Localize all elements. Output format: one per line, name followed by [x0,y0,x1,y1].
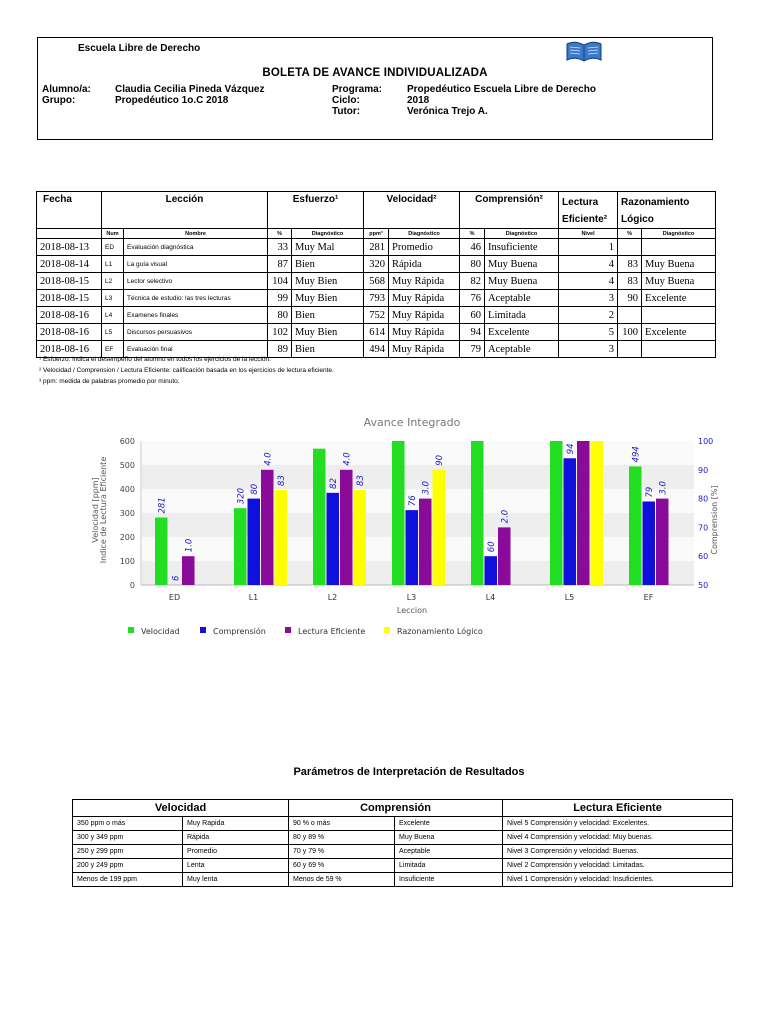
param-comp-label: Limitada [395,859,503,873]
bar-lectura-eficiente-l2 [340,470,353,585]
param-level-desc: Nivel 2 Comprensión y velocidad: Limitadas. [503,859,733,873]
cell-razonamiento-pct: 90 [618,290,642,307]
left-tick-label: 300 [119,509,135,518]
cell-nombre: Técnica de estudio: las tres lecturas [124,290,268,307]
cell-velocidad-ppm: 752 [364,307,389,324]
left-tick-label: 0 [129,581,135,590]
cell-razonamiento-diag [642,239,716,256]
params-row [73,859,733,873]
group-value: Propedéutico 1o.C 2018 [115,95,229,106]
data-label: 320 [236,487,247,505]
data-label: 83 [277,475,288,486]
data-label: 79 [645,486,656,498]
subheader-num: Num [102,229,124,239]
cell-velocidad-ppm: 281 [364,239,389,256]
cell-num: L3 [102,290,124,307]
cell-nombre: Discursos persuasivos [124,324,268,341]
cell-lectura-nivel: 2 [559,307,618,324]
cell-comprension-pct: 82 [460,273,485,290]
param-comp-label: Aceptable [395,845,503,859]
category-label: L1 [248,593,259,602]
bar-velocidad-l2 [313,449,326,585]
bar-comprensi-n-l5 [564,458,577,585]
progress-rows [37,239,716,358]
y-axis-label-right: Comprension [%] [710,485,719,555]
left-tick-label: 200 [119,533,135,542]
cell-lectura-nivel: 3 [559,341,618,358]
param-speed-label: Rápida [183,831,289,845]
param-speed-range: 350 ppm o más [73,817,183,831]
subheader-raz-diag: Diagnóstico [642,229,716,239]
param-comp-range: 90 % o más [289,817,395,831]
left-tick-label: 100 [119,557,135,566]
right-tick-label: 100 [698,437,714,446]
cell-fecha: 2018-08-16 [37,307,102,324]
legend-label: Razonamiento Lógico [397,627,483,636]
cell-razonamiento-diag [642,341,716,358]
header-esfuerzo: Esfuerzo¹ [268,192,364,229]
cell-fecha: 2018-08-14 [37,256,102,273]
bar-comprensi-n-l1 [248,499,261,585]
legend-swatch [200,627,206,633]
data-label: 494 [631,446,642,463]
cell-velocidad-diag: Muy Rápida [389,324,460,341]
cell-razonamiento-pct: 100 [618,324,642,341]
footnote-reading: ² Velocidad / Comprension / Lectura Eficiente: calificación basada en los ejercicios de lectura eficiente. [39,367,334,374]
left-tick-label: 600 [119,437,135,446]
book-icon [565,38,603,64]
bar-comprensi-n-l3 [406,510,419,585]
bar-velocidad-l4 [471,441,484,585]
param-speed-label: Lenta [183,859,289,873]
params-header-lectura: Lectura Eficiente [503,800,733,817]
cell-comprension-pct: 80 [460,256,485,273]
data-label: 2.0 [500,509,511,524]
cell-comprension-diag: Muy Buena [485,256,559,273]
report-title: BOLETA DE AVANCE INDIVIDUALIZADA [262,67,488,79]
bar-razonamiento-l-gico-l3 [433,470,446,585]
data-label: 76 [408,495,419,507]
header-comprension: Comprensión² [460,192,559,229]
cell-velocidad-diag: Muy Rápida [389,341,460,358]
y-axis-label-left: Velocidad [ppm] [91,477,100,543]
cell-razonamiento-pct [618,341,642,358]
cell-razonamiento-diag: Excelente [642,324,716,341]
cell-velocidad-diag: Muy Rápida [389,273,460,290]
cell-esfuerzo-pct: 99 [268,290,292,307]
param-level-desc: Nivel 1 Comprensión y velocidad: Insuficientes. [503,873,733,887]
bar-velocidad-ef [629,466,642,585]
data-label: 3.0 [658,481,669,495]
cell-num: L4 [102,307,124,324]
integrated-progress-chart [84,410,730,642]
bar-razonamiento-l-gico-l2 [354,490,367,585]
header-lectura: Lectura Eficiente² [559,192,618,229]
param-speed-range: 300 y 349 ppm [73,831,183,845]
category-label: EF [643,593,654,602]
table-row [37,273,716,290]
subheader-ppm: ppm³ [364,229,389,239]
table-row [37,324,716,341]
cell-velocidad-ppm: 320 [364,256,389,273]
cell-lectura-nivel: 4 [559,256,618,273]
cell-velocidad-ppm: 614 [364,324,389,341]
cell-comprension-diag: Muy Buena [485,273,559,290]
legend-label: Lectura Eficiente [298,627,366,636]
cell-fecha: 2018-08-16 [37,324,102,341]
cell-lectura-nivel: 5 [559,324,618,341]
cell-lectura-nivel: 1 [559,239,618,256]
param-comp-range: 70 y 79 % [289,845,395,859]
bar-razonamiento-l-gico-l1 [275,490,288,585]
cell-esfuerzo-pct: 89 [268,341,292,358]
bar-velocidad-ed [155,518,168,585]
cell-comprension-diag: Aceptable [485,341,559,358]
chart-band [141,465,694,489]
footnote-effort: ¹ Esfuerzo: indica el desempeño del alumno en todos los ejercicios de la lección. [39,356,271,363]
param-comp-label: Excelente [395,817,503,831]
legend-swatch [128,627,134,633]
params-header-comprension: Comprensión [289,800,503,817]
subheader-esf-diag: Diagnóstico [292,229,364,239]
header-velocidad: Velocidad² [364,192,460,229]
cell-razonamiento-diag [642,307,716,324]
table-row [37,290,716,307]
left-tick-label: 400 [119,485,135,494]
cell-esfuerzo-pct: 33 [268,239,292,256]
bar-velocidad-l1 [234,508,247,585]
cell-lectura-nivel: 3 [559,290,618,307]
cycle-label: Ciclo: [332,95,360,106]
right-tick-label: 90 [698,465,709,475]
bar-lectura-eficiente-l4 [498,527,511,585]
subheader-comp-pct: % [460,229,485,239]
cell-fecha: 2018-08-15 [37,273,102,290]
cell-fecha: 2018-08-13 [37,239,102,256]
y-axis-label-left-2: Indice de Lectura Eficiente [99,456,108,564]
table-row [37,341,716,358]
category-label: L3 [406,593,417,602]
param-comp-range: 80 y 89 % [289,831,395,845]
cell-esfuerzo-diag: Bien [292,341,364,358]
subheader-nivel: Nivel [559,229,618,239]
cell-velocidad-ppm: 568 [364,273,389,290]
header-fecha: Fecha [37,192,102,229]
bar-velocidad-l5 [550,441,563,585]
footnote-ppm: ³ ppm: medida de palabras promedio por minuto. [39,378,180,385]
cell-fecha: 2018-08-15 [37,290,102,307]
param-level-desc: Nivel 5 Comprensión y velocidad: Excelentes. [503,817,733,831]
cell-esfuerzo-diag: Muy Bien [292,324,364,341]
data-label: 83 [356,475,367,486]
cell-esfuerzo-diag: Bien [292,256,364,273]
cell-razonamiento-diag: Muy Buena [642,256,716,273]
table-row [37,307,716,324]
category-label: L2 [327,593,338,602]
cell-comprension-diag: Aceptable [485,290,559,307]
cell-razonamiento-pct [618,307,642,324]
param-speed-range: Menos de 199 ppm [73,873,183,887]
param-level-desc: Nivel 4 Comprensión y velocidad: Muy buenas. [503,831,733,845]
cell-comprension-pct: 76 [460,290,485,307]
bar-velocidad-l3 [392,441,405,585]
cell-fecha: 2018-08-16 [37,341,102,358]
cell-comprension-pct: 79 [460,341,485,358]
header-razonamiento: Razonamiento Lógico [618,192,716,229]
cell-velocidad-ppm: 793 [364,290,389,307]
params-row [73,817,733,831]
bar-lectura-eficiente-l5 [577,441,590,585]
table-row [37,239,716,256]
chart-band [141,441,694,465]
param-speed-label: Promedio [183,845,289,859]
bar-razonamiento-l-gico-l5 [591,441,604,585]
subheader-comp-diag: Diagnóstico [485,229,559,239]
cell-comprension-pct: 60 [460,307,485,324]
category-label: L4 [485,593,496,602]
student-label: Alumno/a: [42,84,91,95]
params-header-velocidad: Velocidad [73,800,289,817]
data-label: 94 [566,443,577,455]
cell-velocidad-diag: Muy Rápida [389,290,460,307]
bar-comprensi-n-ef [643,501,656,585]
bar-comprensi-n-l2 [327,493,340,585]
bar-lectura-eficiente-ef [656,499,669,585]
table-row [37,256,716,273]
params-rows [73,817,733,887]
cell-num: L5 [102,324,124,341]
student-value: Claudia Cecilia Pineda Vázquez [115,84,265,95]
subheader-nombre: Nombre [124,229,268,239]
subheader-vel-diag: Diagnóstico [389,229,460,239]
left-axis-ticks [120,437,135,590]
param-comp-label: Insuficiente [395,873,503,887]
param-speed-range: 200 y 249 ppm [73,859,183,873]
tutor-value: Verónica Trejo A. [407,106,488,117]
cell-esfuerzo-pct: 87 [268,256,292,273]
bar-comprensi-n-l4 [485,556,498,585]
cell-nombre: Evaluación final [124,341,268,358]
bar-lectura-eficiente-ed [182,556,195,585]
group-label: Grupo: [42,95,76,106]
cell-nombre: Evaluación diagnóstica [124,239,268,256]
chart-title: Avance Integrado [363,416,461,429]
cycle-value: 2018 [407,95,430,106]
program-value: Propedéutico Escuela Libre de Derecho [407,84,596,95]
cell-razonamiento-pct: 83 [618,256,642,273]
subheader-blank [37,229,102,239]
right-tick-label: 60 [698,552,709,562]
cell-comprension-diag: Insuficiente [485,239,559,256]
param-speed-range: 250 y 299 ppm [73,845,183,859]
data-label: 281 [157,497,168,514]
subheader-esf-pct: % [268,229,292,239]
params-row [73,845,733,859]
right-tick-label: 80 [698,494,709,504]
right-tick-label: 70 [698,523,709,533]
subheader-raz-pct: % [618,229,642,239]
data-label: 4.0 [342,452,353,466]
data-label: 82 [329,478,340,489]
program-label: Programa: [332,84,383,95]
cell-esfuerzo-diag: Muy Bien [292,290,364,307]
params-title: Parámetros de Interpretación de Resultados [293,766,525,778]
cell-num: L2 [102,273,124,290]
data-label: 1.0 [184,538,195,553]
bar-lectura-eficiente-l1 [261,470,274,585]
category-label: ED [168,593,181,602]
data-label: 3.0 [421,481,432,495]
legend-label: Comprensión [213,627,266,636]
cell-esfuerzo-pct: 104 [268,273,292,290]
category-label: L5 [564,593,575,602]
data-label: 60 [487,541,498,553]
left-tick-label: 500 [119,461,135,470]
cell-num: EF [102,341,124,358]
right-tick-label: 50 [698,581,709,590]
legend-swatch [384,627,390,633]
bar-lectura-eficiente-l3 [419,499,432,585]
cell-esfuerzo-pct: 102 [268,324,292,341]
cell-comprension-diag: Excelente [485,324,559,341]
cell-comprension-diag: Limitada [485,307,559,324]
cell-esfuerzo-diag: Muy Bien [292,273,364,290]
data-label: 80 [250,483,261,495]
param-comp-range: Menos de 59 % [289,873,395,887]
cell-nombre: Examenes finales [124,307,268,324]
cell-razonamiento-diag: Excelente [642,290,716,307]
param-comp-range: 60 y 69 % [289,859,395,873]
params-row [73,873,733,887]
cell-esfuerzo-diag: Muy Mal [292,239,364,256]
category-labels [169,593,654,602]
cell-razonamiento-pct [618,239,642,256]
cell-num: ED [102,239,124,256]
params-row [73,831,733,845]
report-header [37,37,713,140]
params-table [72,799,733,887]
cell-lectura-nivel: 4 [559,273,618,290]
param-level-desc: Nivel 3 Comprensión y velocidad: Buenas. [503,845,733,859]
data-label: 4.0 [263,452,274,466]
cell-nombre: Lector selectivo [124,273,268,290]
cell-velocidad-diag: Muy Rápida [389,307,460,324]
cell-velocidad-diag: Promedio [389,239,460,256]
param-speed-label: Muy lenta [183,873,289,887]
cell-velocidad-diag: Rápida [389,256,460,273]
param-speed-label: Muy Rapida [183,817,289,831]
cell-esfuerzo-pct: 80 [268,307,292,324]
cell-nombre: La guía visual [124,256,268,273]
legend-label: Velocidad [141,627,180,636]
cell-num: L1 [102,256,124,273]
header-leccion: Lección [102,192,268,229]
cell-comprension-pct: 46 [460,239,485,256]
cell-esfuerzo-diag: Bien [292,307,364,324]
param-comp-label: Muy Buena [395,831,503,845]
x-axis-label: Leccion [396,606,428,615]
data-label: 6 [171,575,182,581]
legend-swatch [285,627,291,633]
school-name: Escuela Libre de Derecho [78,43,201,54]
chart-legend [128,626,483,636]
tutor-label: Tutor: [332,106,361,117]
cell-razonamiento-diag: Muy Buena [642,273,716,290]
cell-comprension-pct: 94 [460,324,485,341]
cell-velocidad-ppm: 494 [364,341,389,358]
progress-table [36,191,716,358]
data-label: 90 [435,454,446,466]
cell-razonamiento-pct: 83 [618,273,642,290]
